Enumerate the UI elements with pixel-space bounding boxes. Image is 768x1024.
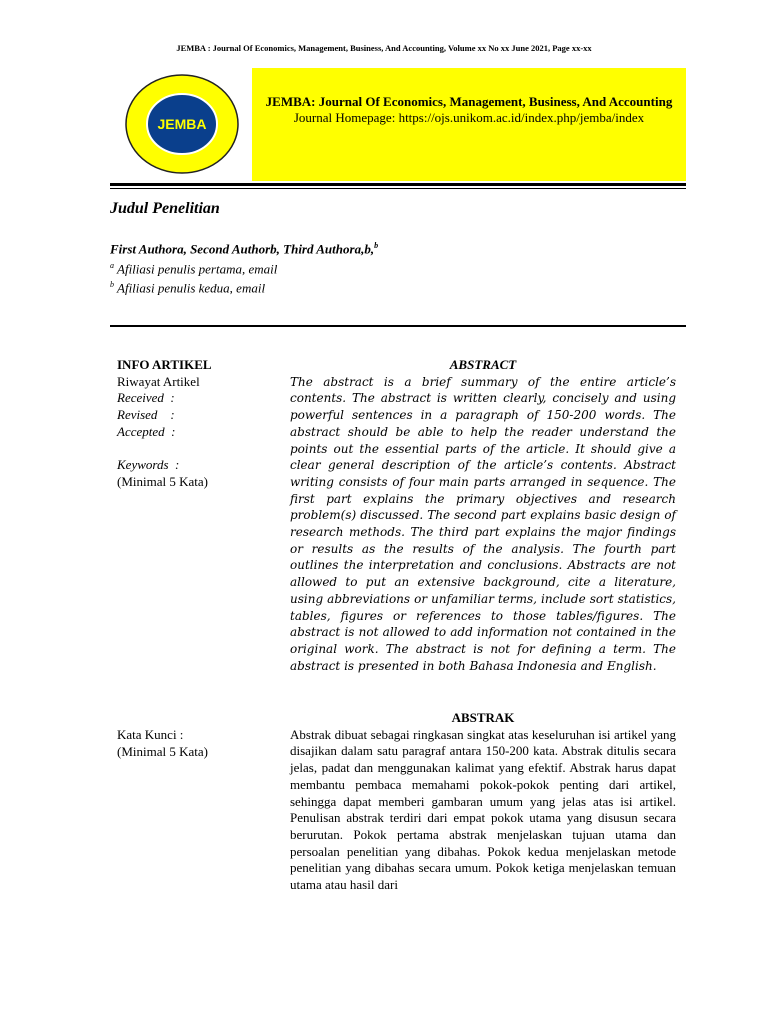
author-superscript: b [374, 241, 379, 250]
author-names: First Authora, Second Authorb, Third Authora,b, [110, 241, 375, 257]
section-divider [110, 325, 686, 327]
journal-homepage: Journal Homepage: https://ojs.unikom.ac.id/index.php/jemba/index [293, 110, 645, 125]
author-list [110, 241, 378, 257]
abstract-body: The abstract is a brief summary of the entire article’s contents. The abstract is written clearly, concisely and using powerful sentences in a paragraph of 150-200 words. The abstract should be able to help the reader understand the points out the essential parts of the article. It should give a clear general description of the article’s contents. Abstract writing consists of four main parts arranged in sequence. The first part explains the primary objectives and research problem(s) discussed. The second part explains basic design of research methods. The third part explains the major findings or results as the results of the analysis. The fourth part outlines the interpretation and conclusions. Abstracts are not allowed to put an extensive background, cite a literature, using abbreviations or unfamiliar terms, include sort statistics, tables, figures or references to those tables/figures. The abstract is not allowed to add information not contained in the original work. The abstract is not for defining a term. The abstract is presented in both Bahasa Indonesia and English. [290, 374, 676, 673]
journal-title: JEMBA: Journal Of Economics, Management, Business, And Accounting [265, 94, 673, 109]
kata-kunci-label: Kata Kunci : [117, 727, 184, 742]
abstract-english [290, 357, 676, 674]
abstrak-indonesia [290, 710, 676, 894]
header-divider-thin [110, 188, 686, 189]
abstrak-heading: ABSTRAK [451, 710, 515, 725]
affiliation-text: Afiliasi penulis kedua, email [117, 280, 266, 296]
article-title: Judul Penelitian [110, 200, 220, 217]
running-header: JEMBA : Journal Of Economics, Management, Business, And Accounting, Volume xx No xx June 2021, Page xx-xx [176, 43, 592, 53]
keywords-label: Keywords : [117, 457, 180, 473]
received-label: Received : [117, 390, 175, 406]
revised-label: Revised : [117, 407, 175, 423]
accepted-label: Accepted : [117, 423, 176, 439]
affiliation-b [110, 280, 265, 296]
info-heading: INFO ARTIKEL [117, 357, 212, 372]
journal-banner [252, 68, 686, 181]
article-info [117, 357, 282, 491]
history-label: Riwayat Artikel [117, 373, 200, 389]
affiliation-text: Afiliasi penulis pertama, email [117, 261, 278, 277]
affiliation-marker: a [110, 261, 114, 270]
keywords-note: (Minimal 5 Kata) [117, 473, 208, 489]
logo-text: JEMBA [157, 116, 207, 132]
kata-kunci [117, 727, 282, 760]
abstract-heading: ABSTRACT [449, 357, 517, 372]
kata-kunci-note: (Minimal 5 Kata) [117, 743, 208, 759]
jemba-logo [124, 73, 240, 175]
header-divider [110, 183, 686, 186]
affiliation-marker: b [110, 280, 114, 289]
abstrak-body: Abstrak dibuat sebagai ringkasan singkat atas keseluruhan isi artikel yang disajikan dalam satu paragraf antara 150-200 kata. Abstrak ditulis secara jelas, padat dan menggunakan kalimat yang efektif. Abstrak harus dapat membantu pembaca memahami pokok-pokok penting dari artikel, sehingga dapat memberi gambaran umum yang jelas atas isi artikel. Penulisan abstrak terdiri dari empat pokok utama yang disusun secara berurutan. Pokok pertama abstrak menjelaskan tujuan utama dan persoalan penelitian yang dibahas. Pokok kedua menjelaskan metode penelitian yang dibahas secara umum. Pokok ketiga menjelaskan temuan utama atau hasil dari [290, 726, 676, 893]
affiliation-a [110, 261, 277, 277]
